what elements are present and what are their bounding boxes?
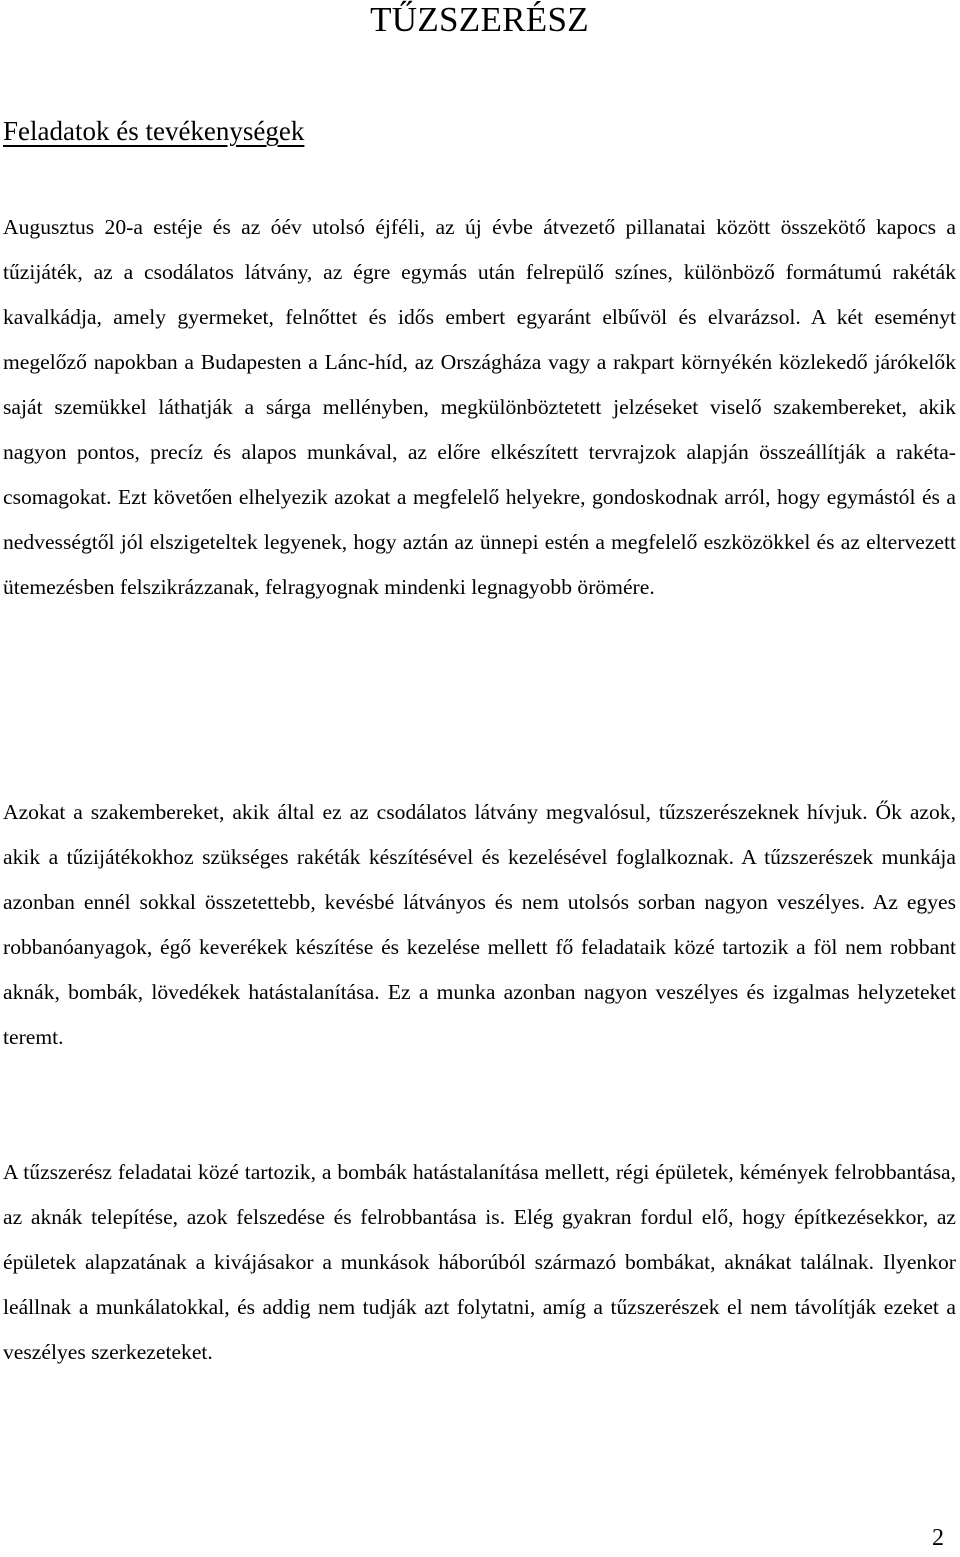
- page-number: 2: [932, 1525, 944, 1551]
- paragraph-intro: Augusztus 20-a estéje és az óév utolsó éjféli, az új évbe átvezető pillanatai között összekötő kapocs a tűzijáték, az a csodálatos látvány, az égre egymás után felrepülő színes, különböző formátumú rakéták kavalkádja, amely gyermeket, felnőttet és idős embert egyaránt elbűvöl és elvarázsol. A két eseményt megelőző napokban a Budapesten a Lánc-híd, az Országháza vagy a rakpart környékén közlekedő járókelők saját szemükkel láthatják a sárga mellényben, megkülönböztetett jelzéseket viselő szakembereket, akik nagyon pontos, precíz és alapos munkával, az előre elkészített tervrajzok alapján összeállítják a rakéta-csomagokat. Ezt követően elhelyezik azokat a megfelelő helyekre, gondoskodnak arról, hogy egymástól és a nedvességtől jól elszigeteltek legyenek, hogy aztán az ünnepi estén a megfelelő eszközökkel és az eltervezett ütemezésben felszikrázzanak, felragyognak mindenki legnagyobb örömére.: [3, 215, 956, 599]
- section-heading: Feladatok és tevékenységek: [3, 116, 305, 146]
- page-title: TŰZSZERÉSZ: [370, 0, 589, 39]
- paragraph-definition: Azokat a szakembereket, akik által ez az csodálatos látvány megvalósul, tűzszerészeknek hívjuk. Ők azok, akik a tűzijátékokhoz szükséges rakéták készítésével és kezelésével foglalkoznak. A tűzszerészek munkája azonban ennél sokkal összetettebb, kevésbé látványos és nem utolsós sorban nagyon veszélyes. Az egyes robbanóanyagok, égő keverékek készítése és kezelése mellett fő feladataik közé tartozik a föl nem robbant aknák, bombák, lövedékek hatástalanítása. Ez a munka azonban nagyon veszélyes és izgalmas helyzeteket teremt.: [3, 800, 956, 1049]
- paragraph-duties: A tűzszerész feladatai közé tartozik, a bombák hatástalanítása mellett, régi épületek, kémények felrobbantása, az aknák telepítése, azok felszedése és felrobbantása is. Elég gyakran fordul elő, hogy építkezésekkor, az épületek alapzatának a kivájásakor a munkások háborúból származó bombákat, aknákat találnak. Ilyenkor leállnak a munkálatokkal, és addig nem tudják azt folytatni, amíg a tűzszerészek el nem távolítják ezeket a veszélyes szerkezeteket.: [3, 1160, 956, 1364]
